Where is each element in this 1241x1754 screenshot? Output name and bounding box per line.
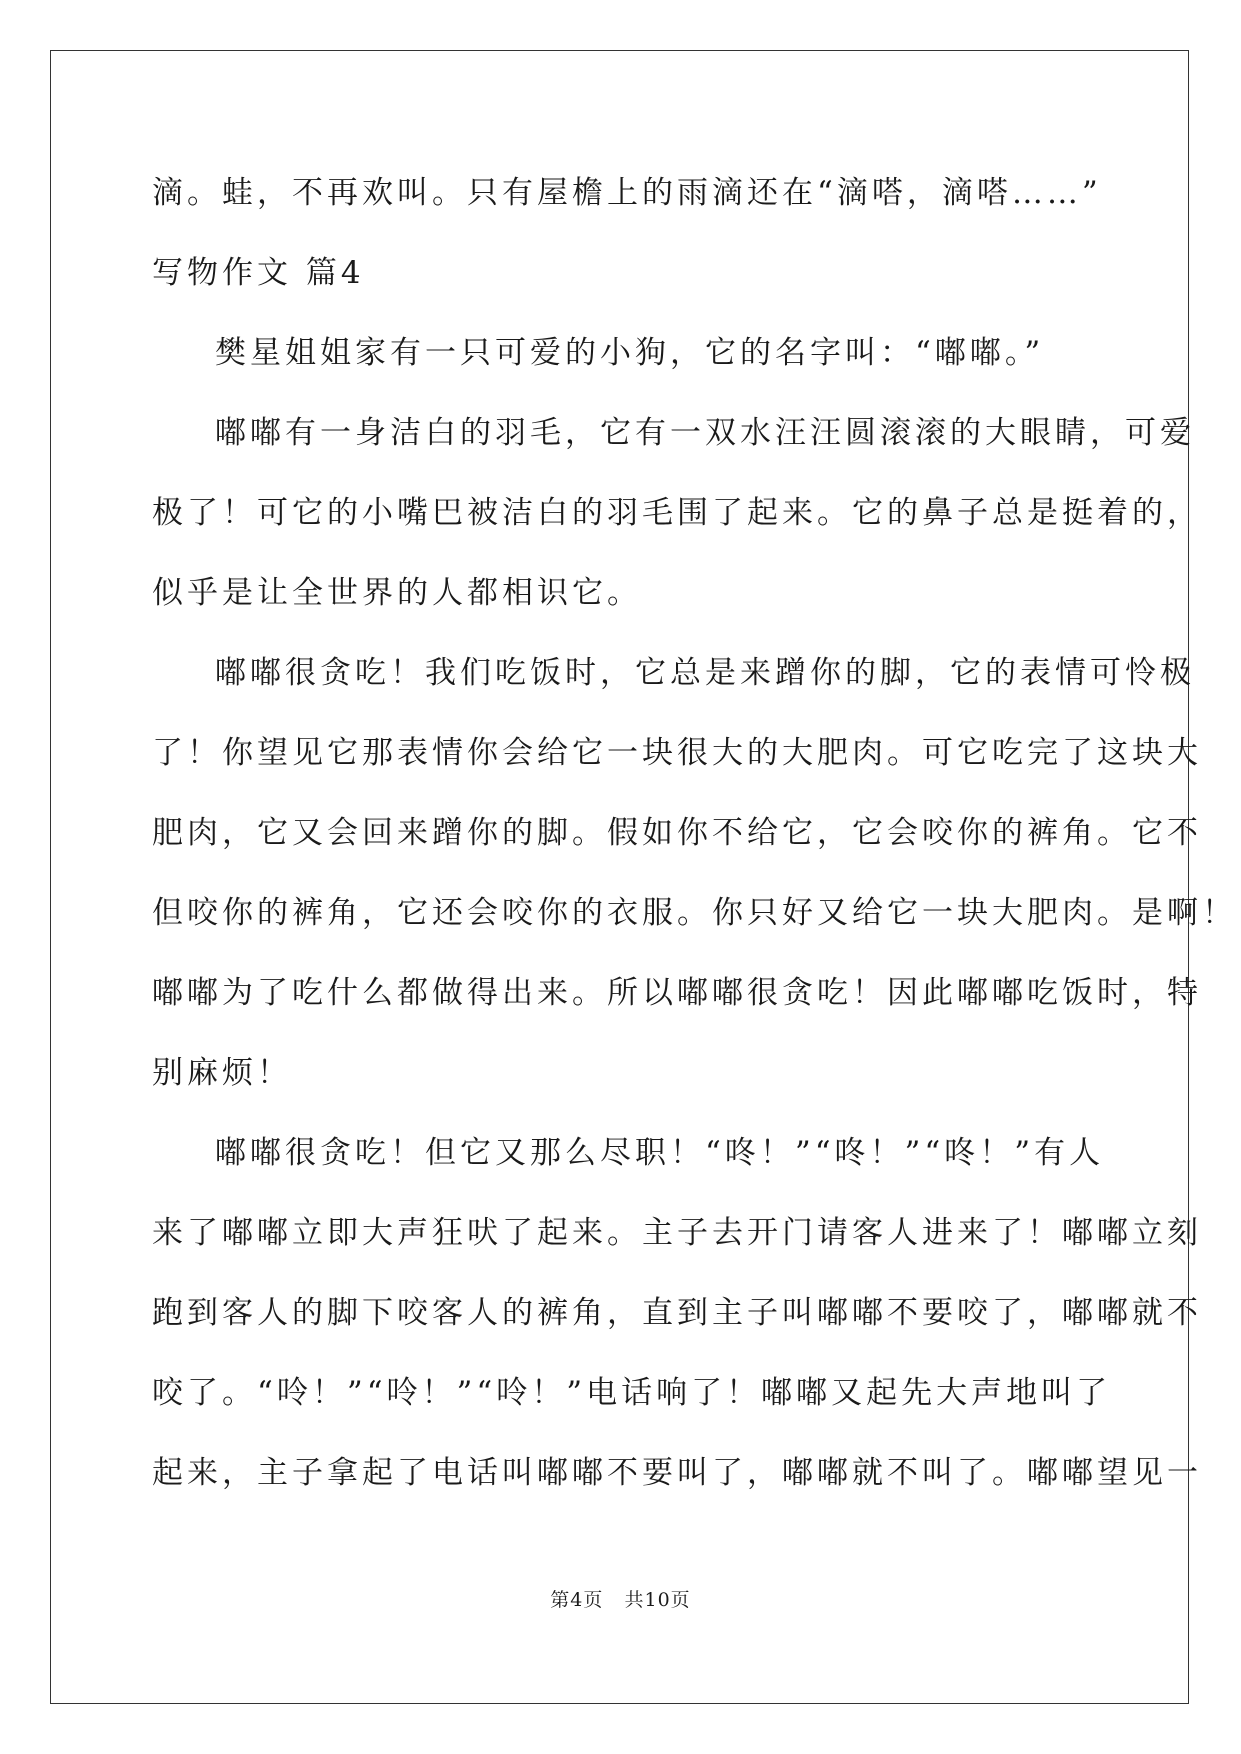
- text-line: 似乎是让全世界的人都相识它。: [152, 575, 642, 611]
- text-line: 极了！可它的小嘴巴被洁白的羽毛围了起来。它的鼻子总是挺着的，: [152, 495, 1202, 531]
- page-number-footer: 第4页 共10页: [550, 1589, 691, 1611]
- text-line: 咬了。“呤！”“呤！”“呤！”电话响了！嘟嘟又起先大声地叫了: [152, 1375, 1112, 1411]
- section-heading: 写物作文 篇4: [152, 255, 365, 291]
- text-line: 嘟嘟有一身洁白的羽毛，它有一双水汪汪圆滚滚的大眼睛，可爱: [215, 415, 1195, 451]
- text-line: 嘟嘟为了吃什么都做得出来。所以嘟嘟很贪吃！因此嘟嘟吃饭时，特: [152, 975, 1202, 1011]
- text-line: 但咬你的裤角，它还会咬你的衣服。你只好又给它一块大肥肉。是啊！: [152, 895, 1237, 931]
- text-line: 来了嘟嘟立即大声狂吠了起来。主子去开门请客人进来了！嘟嘟立刻: [152, 1215, 1202, 1251]
- text-line: 肥肉，它又会回来蹭你的脚。假如你不给它，它会咬你的裤角。它不: [152, 815, 1202, 851]
- text-line: 滴。蛙，不再欢叫。只有屋檐上的雨滴还在“滴嗒，滴嗒……”: [152, 175, 1102, 211]
- text-line: 别麻烦！: [152, 1055, 292, 1091]
- text-line: 了！你望见它那表情你会给它一块很大的大肥肉。可它吃完了这块大: [152, 735, 1202, 771]
- text-line: 樊星姐姐家有一只可爱的小狗，它的名字叫：“嘟嘟。”: [215, 335, 1045, 371]
- text-line: 起来，主子拿起了电话叫嘟嘟不要叫了，嘟嘟就不叫了。嘟嘟望见一: [152, 1455, 1202, 1491]
- text-line: 跑到客人的脚下咬客人的裤角，直到主子叫嘟嘟不要咬了，嘟嘟就不: [152, 1295, 1202, 1331]
- text-line: 嘟嘟很贪吃！我们吃饭时，它总是来蹭你的脚，它的表情可怜极: [215, 655, 1195, 691]
- text-line: 嘟嘟很贪吃！但它又那么尽职！“咚！”“咚！”“咚！”有人: [215, 1135, 1105, 1171]
